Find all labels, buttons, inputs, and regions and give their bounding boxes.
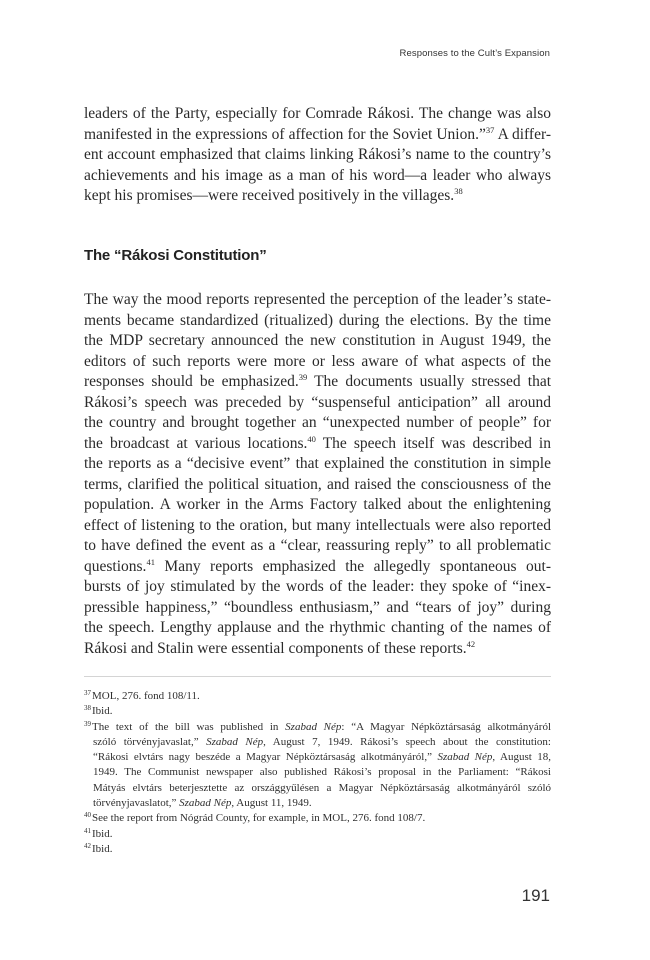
footnote-37: $^{37}$MOL, 276. fond 108/11. [84, 689, 200, 702]
text-line: terms, clarified the political situation, and raised the consciousness of the [84, 475, 551, 493]
text-line: to have defined the event as a “clear, reassuring reply” to all problematic [84, 537, 551, 554]
footnote-ref-41[interactable]: 41 [146, 556, 155, 567]
footnotes [84, 689, 551, 857]
footnote-ref-42[interactable]: 42 [466, 638, 476, 649]
footnote-39-line: törvényjavaslatot,” Szabad Nép, August 11, 1949. [93, 797, 312, 810]
text-line: ments became standardized (ritualized) during the elections. By the time [84, 311, 551, 329]
text-line: ent account emphasized that claims linking Rákosi’s name to the country’s [84, 146, 551, 163]
footnote-39: $^{39}$The text of the bill was published in Szabad Nép: “A Magyar Népköztársaság alkotmányáról [84, 719, 551, 733]
text-line: kept his promises—were received positively in the villages.$^{38}$ [84, 186, 463, 204]
section-heading: The “Rákosi Constitution” [84, 247, 267, 264]
text-line: manifested in the expressions of affection for the Soviet Union.”$^{37}$ A differ- [84, 124, 551, 143]
text-line: Rákosi’s speech was preceded by “suspenseful anticipation” all around [84, 393, 551, 411]
text-line: Rákosi and Stalin were essential components of these reports.$^{42}$ [84, 638, 476, 657]
footnote-ref-40[interactable]: 40 [307, 433, 316, 444]
text-line: population. A worker in the Arms Factory talked about the enlightening [84, 496, 551, 513]
footnote-divider [84, 676, 551, 677]
text-line: the broadcast at various locations.$^{40}$ The speech itself was described in [84, 433, 551, 452]
footnote-39-line: Mátyás elvtárs beterjesztette az országgyűlésen a Magyar Népköztársaság alkotmányáról szóló [93, 781, 551, 794]
footnote-ref-37[interactable]: 37 [485, 124, 495, 135]
footnote-38: $^{38}$Ibid. [84, 704, 113, 718]
text-line: editors of such reports were more or less aware of what aspects of the [84, 352, 551, 370]
running-head: Responses to the Cult’s Expansion [399, 48, 550, 59]
footnote-ref-39[interactable]: 39 [298, 372, 308, 382]
text-line: The way the mood reports represented the perception of the leader’s state- [84, 291, 551, 308]
footnote-41: $^{41}$Ibid. [84, 826, 113, 840]
footnote-40: $^{40}$See the report from Nógrád County, for example, in MOL, 276. fond 108/7. [84, 811, 426, 825]
footnote-42: $^{42}$Ibid. [84, 841, 113, 855]
body-paragraph-1 [84, 104, 551, 207]
footnote-39-line: “Rákosi elvtárs nagy beszéde a Magyar Népköztársaság alkotmányáról,” Szabad Nép, August 18, [93, 751, 551, 764]
text-line: the country and brought together an “unexpected number of people” for [84, 414, 551, 431]
text-line: leaders of the Party, especially for Comrade Rákosi. The change was also [84, 105, 551, 122]
text-line: the speech. Lengthy applause and the rhythmic chanting of the names of [84, 619, 551, 636]
text-line: the MDP secretary announced the new constitution in August 1949, the [84, 332, 551, 349]
text-line: the reports as a “decisive event” that explained the constitution in simple [84, 455, 551, 472]
text-line: questions.$^{41}$ Many reports emphasized the allegedly spontaneous out- [84, 556, 551, 575]
footnote-39-line: 1949. The Communist newspaper also published Rákosi’s proposal in the Parliament: “Rákosi [93, 766, 551, 779]
text-line: responses should be emphasized.$^{39}$ The documents usually stressed that [84, 372, 552, 390]
page-number: 191 [521, 886, 550, 905]
footnote-ref-38[interactable]: 38 [454, 186, 463, 196]
body-paragraph-2 [84, 290, 551, 659]
footnote-39-line: szóló törvényjavaslat,” Szabad Nép, August 7, 1949. Rákosi’s speech about the constitution: [93, 735, 551, 748]
text-line: pressible happiness,” “boundless enthusiasm,” and “tears of joy” during [84, 598, 551, 616]
text-line: achievements and his image as a man of his word—a leader who always [84, 166, 551, 184]
text-line: effect of listening to the oration, but many intellectuals were also reported [84, 516, 551, 534]
text-line: bursts of joy stimulated by the words of the leader: they spoke of “inex- [84, 578, 551, 595]
